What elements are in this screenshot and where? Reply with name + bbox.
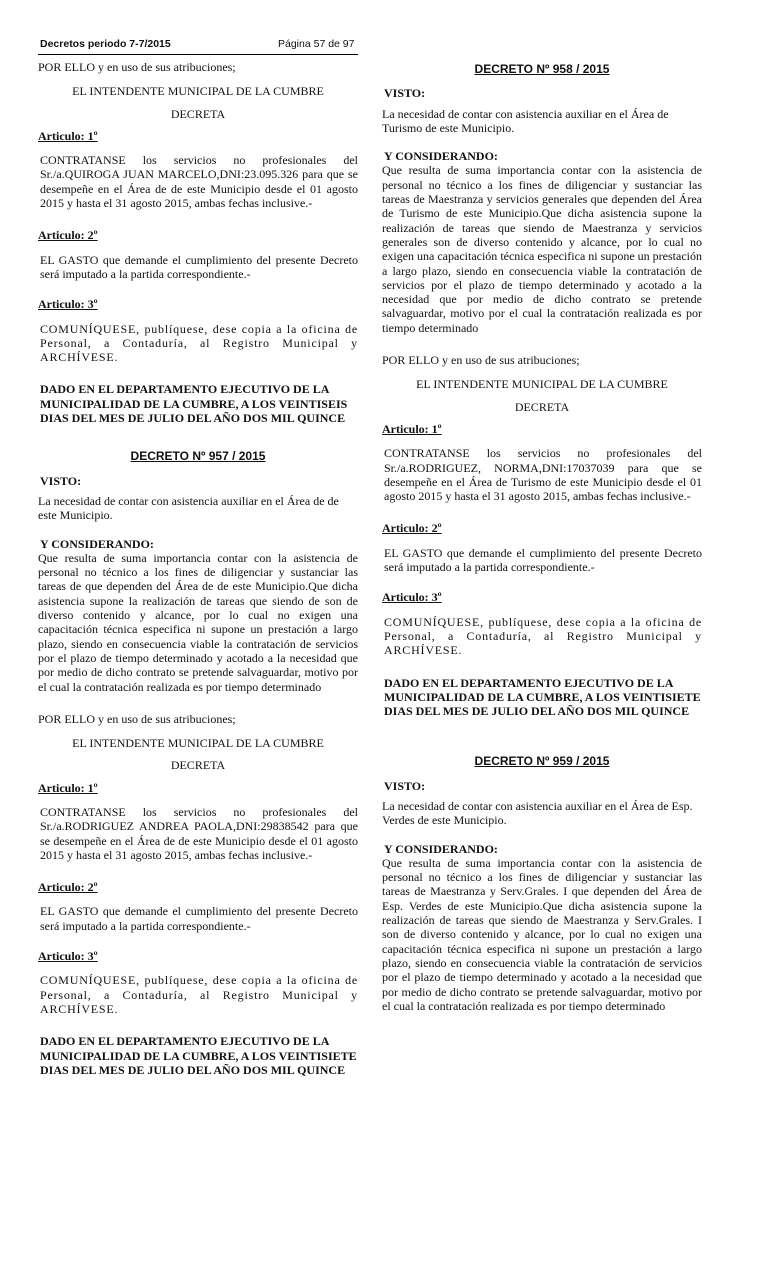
article-2-title: Articulo: 2º — [38, 228, 98, 243]
article-3-title: Articulo: 3º — [38, 297, 98, 312]
article-1-title: Articulo: 1º — [382, 421, 442, 436]
intendente: EL INTENDENTE MUNICIPAL DE LA CUMBRE — [72, 736, 324, 751]
considerando-label: Y CONSIDERANDO: — [384, 149, 498, 164]
article-1-title: Articulo: 1º — [38, 780, 98, 795]
por-ello: POR ELLO y en uso de sus atribuciones; — [382, 353, 580, 368]
considerando-label: Y CONSIDERANDO: — [384, 841, 498, 856]
dado-statement: DADO EN EL DEPARTAMENTO EJECUTIVO DE LA MUNICIPALIDAD DE LA CUMBRE, A LOS VEINTISEIS DIAS DEL MES DE JULIO DEL AÑO DOS MIL QUINCE — [40, 382, 348, 426]
por-ello: POR ELLO y en uso de sus atribuciones; — [38, 60, 236, 74]
header-page-number: Página 57 de 97 — [278, 38, 355, 50]
article-2-text: EL GASTO que demande el cumplimiento del presente Decreto será imputado a la partida correspondiente.- — [40, 252, 358, 281]
article-1-text: CONTRATANSE los servicios no profesionales del Sr./a.RODRIGUEZ ANDREA PAOLA,DNI:29838542 para que se desempeñe en el Área de de este Municipio desde el 01 agosto 2015 y hasta el 31 agosto 2015, ambas fechas inclusive.- — [40, 804, 358, 862]
decree-957-title: DECRETO Nº 957 / 2015 — [130, 449, 266, 464]
decreta: DECRETA — [170, 758, 226, 773]
article-2-title: Articulo: 2º — [382, 521, 442, 536]
visto-label: VISTO: — [40, 473, 82, 488]
considerando-label: Y CONSIDERANDO: — [40, 536, 154, 551]
article-3-text: COMUNÍQUESE, publíquese, dese copia a la oficina de Personal, a Contaduría, al Registro Municipal y ARCHÍVESE. — [40, 973, 358, 1016]
article-1-text: CONTRATANSE los servicios no profesionales del Sr./a.RODRIGUEZ, NORMA,DNI:17037039 para que se desempeñe en el Área de Turismo de este Municipio desde el 01 agosto 2015 y hasta el 31 agosto 2015, ambas fechas inclusive.- — [384, 446, 702, 504]
dado-statement: DADO EN EL DEPARTAMENTO EJECUTIVO DE LA MUNICIPALIDAD DE LA CUMBRE, A LOS VEINTISIETE DIAS DEL MES DE JULIO DEL AÑO DOS MIL QUINCE — [40, 1034, 357, 1077]
article-3-text: COMUNÍQUESE, publíquese, dese copia a la oficina de Personal, a Contaduría, al Registro Municipal y ARCHÍVESE. — [384, 614, 702, 658]
considerando-text: Que resulta de suma importancia contar con la asistencia de personal no técnico a los fines de diligenciar y sustanciar las tareas de Maestranza y servicios generales que dependen del Área de Turismo de este Municipio.Que dicha asistencia supone la realización de tareas que siendo de Maestranza y servicios generales son de diverso contenido y alcance, por lo cual no exigen una capacitación técnica especifica ni supone un prestación a largo plazo, siendo en consecuencia viable la contratación de servicios por el plazo de tiempo determinado y acotado a la necesidad que por medio de dicho contrato se pretende salvaguardar, motivo por el cual la contratación realizada es por tiempo determinado — [382, 163, 702, 335]
page-header — [38, 34, 358, 55]
considerando-text: Que resulta de suma importancia contar con la asistencia de personal no técnico a los fines de diligenciar y sustanciar las tareas de Maestranza y Serv.Grales. I que dependen del Área de Esp. Verdes de este Municipio.Que dicha asistencia supone la realización de tareas que siendo de Maestranza y Serv.Grales. I son de diverso contenido y alcance, por lo cual no exigen una capacitación técnica especifica ni supone un prestación a largo plazo, siendo en consecuencia viable la contratación de servicios por el plazo de tiempo determinado y acotado a la necesidad que por medio de dicho contrato se pretende salvaguardar, motivo por el cual la contratación realizada es por tiempo determinado — [382, 855, 702, 1013]
decreta: DECRETA — [514, 399, 570, 414]
decree-959-title: DECRETO Nº 959 / 2015 — [474, 754, 610, 769]
decree-958-title: DECRETO Nº 958 / 2015 — [474, 62, 610, 76]
visto-text: La necesidad de contar con asistencia auxiliar en el Área de de este Municipio. — [38, 493, 339, 523]
right-column — [382, 62, 702, 1013]
article-3-title: Articulo: 3º — [382, 590, 442, 605]
article-2-text: EL GASTO que demande el cumplimiento del presente Decreto será imputado a la partida correspondiente.- — [40, 904, 358, 933]
dado-statement: DADO EN EL DEPARTAMENTO EJECUTIVO DE LA MUNICIPALIDAD DE LA CUMBRE, A LOS VEINTISIETE DIAS DEL MES DE JULIO DEL AÑO DOS MIL QUINCE — [384, 675, 701, 719]
article-3-title: Articulo: 3º — [38, 949, 98, 964]
intendente: EL INTENDENTE MUNICIPAL DE LA CUMBRE — [416, 377, 668, 392]
decreta: DECRETA — [170, 106, 226, 121]
article-1-text: CONTRATANSE los servicios no profesionales del Sr./a.QUIROGA JUAN MARCELO,DNI:23.095.326 para que se desempeñe en el Área de de este Municipio desde el 01 agosto 2015 y hasta el 31 agosto 2015, ambas fechas inclusive.- — [40, 153, 358, 211]
visto-text: La necesidad de contar con asistencia auxiliar en el Área de Turismo de este Municipio. — [382, 106, 669, 135]
visto-label: VISTO: — [384, 86, 426, 101]
article-1-title: Articulo: 1º — [38, 128, 98, 143]
visto-label: VISTO: — [384, 778, 426, 793]
article-3-text: COMUNÍQUESE, publíquese, dese copia a la oficina de Personal, a Contaduría, al Registro Municipal y ARCHÍVESE. — [40, 321, 358, 365]
considerando-text: Que resulta de suma importancia contar con la asistencia de personal no técnico a los fines de diligenciar y sustanciar las tareas de que dependen del Área de de este Municipio.Que dicha asistencia supone la realización de tareas que siendo de son de diverso contenido y alcance, por lo cual no exigen una capacitación técnica especifica ni supone un prestación a largo plazo, siendo en consecuencia viable la contratación de servicios por el plazo de tiempo determinado y acotado a la necesidad que por medio de dicho contrato se pretende salvaguardar, motivo por el cual la contratación realizada es por tiempo determinado — [38, 550, 358, 694]
article-2-title: Articulo: 2º — [38, 880, 98, 895]
header-period: Decretos periodo 7-7/2015 — [40, 38, 171, 50]
intendente: EL INTENDENTE MUNICIPAL DE LA CUMBRE — [72, 84, 324, 99]
por-ello: POR ELLO y en uso de sus atribuciones; — [38, 711, 236, 726]
article-2-text: EL GASTO que demande el cumplimiento del presente Decreto será imputado a la partida correspondiente.- — [384, 545, 702, 575]
visto-text: La necesidad de contar con asistencia auxiliar en el Área de Esp. Verdes de este Municipio. — [382, 798, 693, 828]
left-column — [38, 60, 358, 1077]
